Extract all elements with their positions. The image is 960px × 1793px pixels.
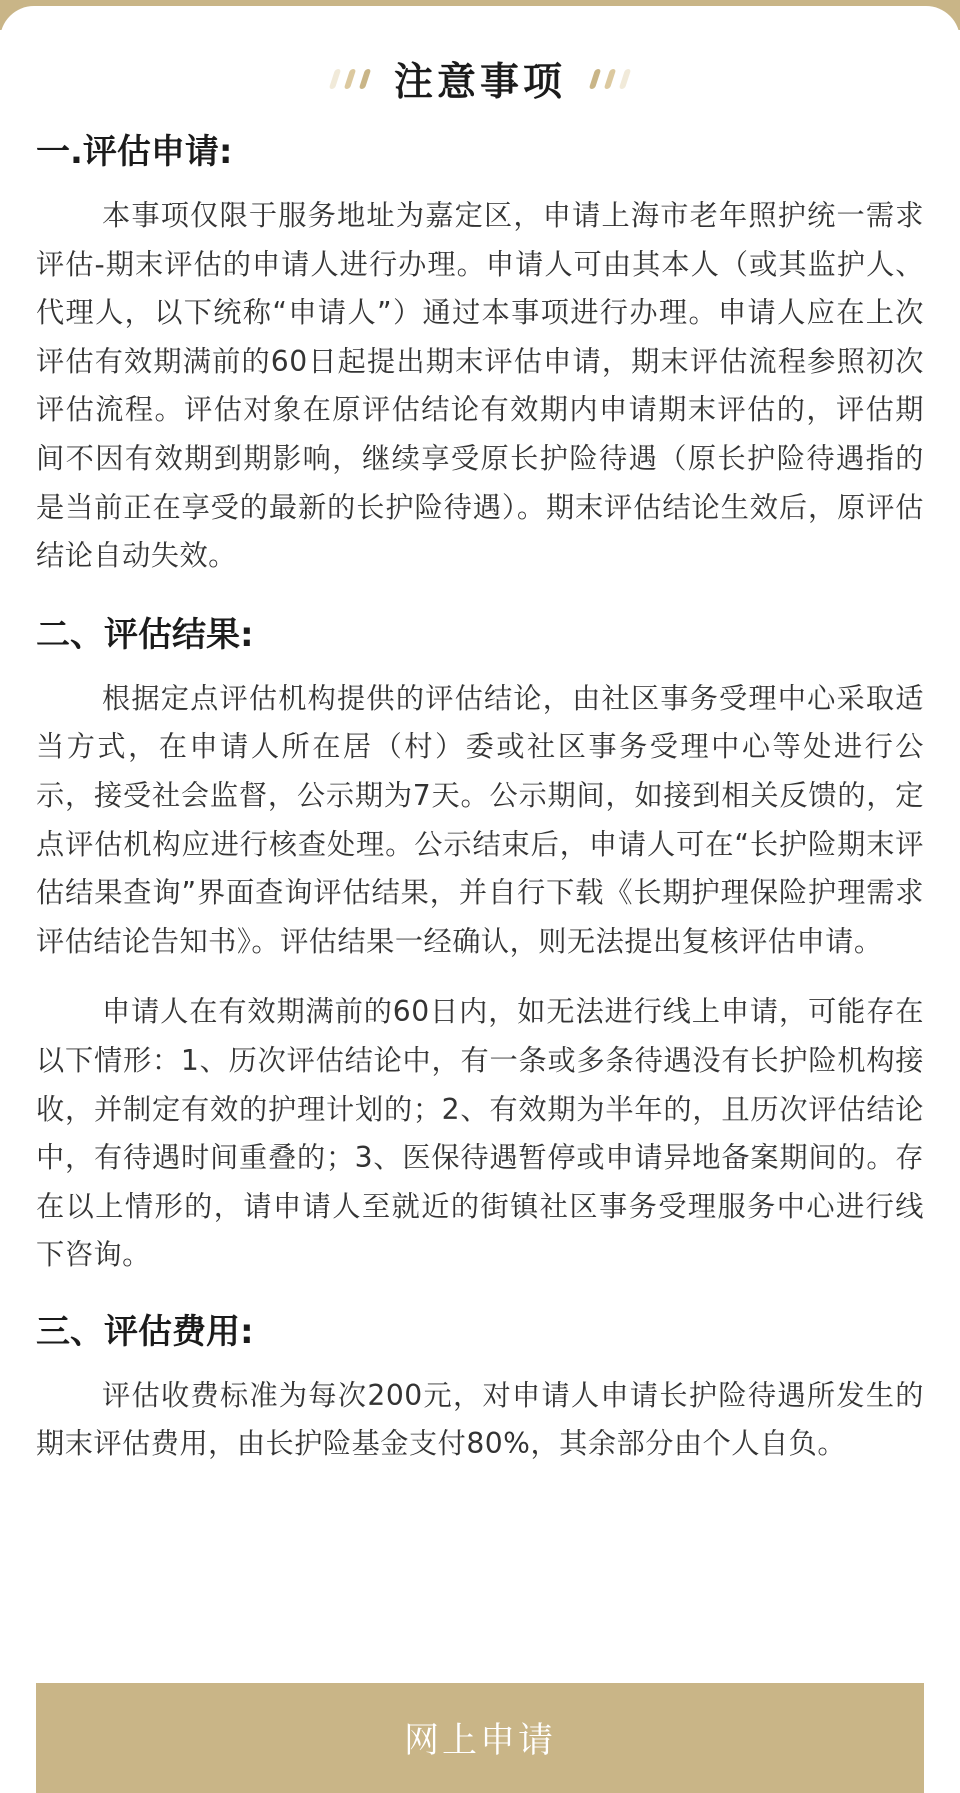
section-title-application: 一.评估申请: <box>36 132 233 172</box>
section-paragraph: 根据定点评估机构提供的评估结论，由社区事务受理中心采取适当方式，在申请人所在居（村）委或社区事务受理中心等处进行公示，接受社会监督，公示期为7天。公示期间，如接到相关反馈的，定点评估机构应进行核查处理。公示结束后，申请人可在“长护险期末评估结果查询”界面查询评估结果，并自行下载《长期护理保险护理需求评估结论告知书》。评估结果一经确认，则无法提出复核评估申请。 <box>36 681 924 958</box>
page-title: 注意事项 <box>393 60 566 105</box>
section-paragraph: 申请人在有效期满前的60日内，如无法进行线上申请，可能存在以下情形：1、历次评估结论中，有一条或多条待遇没有长护险机构接收，并制定有效的护理计划的；2、有效期为半年的，且历次评估结论中，有待遇时间重叠的；3、医保待遇暂停或申请异地备案期间的。存在以上情形的，请申请人至就近的街镇社区事务受理服务中心进行线下咨询。 <box>36 995 924 1272</box>
section-application <box>36 128 924 581</box>
section-paragraph: 本事项仅限于服务地址为嘉定区，申请上海市老年照护统一需求评估-期末评估的申请人进行办理。申请人可由其本人（或其监护人、代理人，以下统称“申请人”）通过本事项进行办理。申请人应在上次评估有效期满前的60日起提出期末评估申请，期末评估流程参照初次评估流程。评估对象在原评估结论有效期内申请期末评估的，评估期间不因有效期到期影响，继续享受原长护险待遇（原长护险待遇指的是当前正在享受的最新的长护险待遇）。期末评估结论生效后，原评估结论自动失效。 <box>36 199 924 573</box>
section-title-fee: 三、评估费用: <box>36 1311 254 1352</box>
section-result <box>36 611 924 1280</box>
section-paragraph: 评估收费标准为每次200元，对申请人申请长护险待遇所发生的期末评估费用，由长护险基金支付80%，其余部分由个人自负。 <box>36 1378 924 1461</box>
section-title-result: 二、评估结果: <box>36 614 254 655</box>
right-decoration <box>592 59 628 99</box>
left-decoration <box>332 59 368 99</box>
online-apply-button[interactable]: 网上申请 <box>36 1683 924 1793</box>
section-fee <box>36 1308 924 1469</box>
notice-header <box>0 44 960 114</box>
notice-content <box>36 128 924 1469</box>
